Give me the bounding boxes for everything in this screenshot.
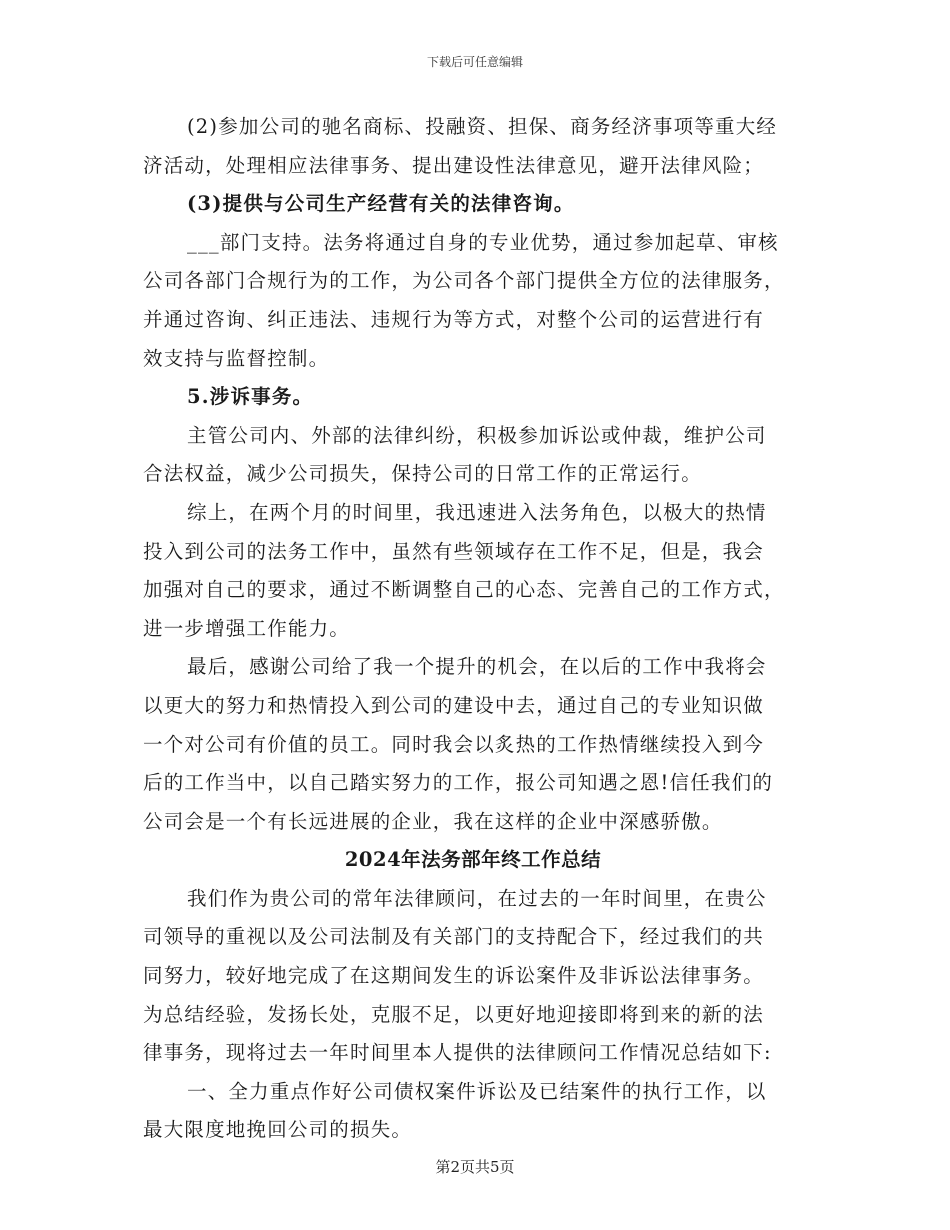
document-body — [143, 108, 803, 1150]
paragraph-line: 并通过咨询、纠正违法、违规行为等方式，对整个公司的运营进行有 — [143, 307, 765, 331]
paragraph-line: 最大限度地挽回公司的损失。 — [143, 1118, 413, 1142]
paragraph-line: 公司会是一个有长远进展的企业，我在这样的企业中深感骄傲。 — [143, 809, 723, 833]
paragraph-line: 济活动，处理相应法律事务、提出建设性法律意见，避开法律风险； — [143, 153, 765, 177]
paragraph-line: 投入到公司的法务工作中，虽然有些领域存在工作不足，但是，我会 — [143, 539, 765, 563]
paragraph-line: 律事务，现将过去一年时间里本人提供的法律顾问工作情况总结如下: — [143, 1041, 772, 1065]
page-number: 第2页共5页 — [435, 1158, 515, 1176]
paragraph-line: (2)参加公司的驰名商标、投融资、担保、商务经济事项等重大经 — [187, 115, 778, 138]
paragraph-line: 一、全力重点作好公司债权案件诉讼及已结案件的执行工作，以 — [187, 1079, 767, 1103]
paragraph-line: 主管公司内、外部的法律纠纷，积极参加诉讼或仲裁，维护公司 — [187, 423, 767, 447]
paragraph-line: 进一步增强工作能力。 — [143, 616, 351, 640]
section-heading: 5.涉诉事务。 — [187, 385, 314, 409]
paragraph-line: 一个对公司有价值的员工。同时我会以炙热的工作热情继续投入到今 — [143, 732, 765, 756]
paragraph-line: 公司各部门合规行为的工作，为公司各个部门提供全方位的法律服务， — [143, 269, 785, 293]
paragraph-line: 为总结经验，发扬长处，克服不足，以更好地迎接即将到来的新的法 — [143, 1002, 765, 1026]
paragraph-line: 司领导的重视以及公司法制及有关部门的支持配合下，经过我们的共 — [143, 925, 765, 949]
page-header-note: 下载后可任意编辑 — [426, 55, 523, 69]
paragraph-line: 后的工作当中，以自己踏实努力的工作，报公司知遇之恩!信任我们的 — [143, 771, 774, 795]
paragraph-line: 效支持与监督控制。 — [143, 346, 330, 370]
section-heading: (3)提供与公司生产经营有关的法律咨询。 — [187, 192, 575, 216]
paragraph-line: 最后，感谢公司给了我一个提升的机会，在以后的工作中我将会 — [187, 655, 767, 679]
paragraph-line: 合法权益，减少公司损失，保持公司的日常工作的正常运行。 — [143, 462, 702, 486]
paragraph-line: 以更大的努力和热情投入到公司的建设中去，通过自己的专业知识做 — [143, 693, 765, 717]
paragraph-line: ___部门支持。法务将通过自身的专业优势，通过参加起草、审核 — [187, 230, 779, 254]
paragraph-line: 我们作为贵公司的常年法律顾问，在过去的一年时间里，在贵公 — [187, 886, 767, 910]
paragraph-line: 同努力，较好地完成了在这期间发生的诉讼案件及非诉讼法律事务。 — [143, 964, 765, 988]
document-title: 2024年法务部年终工作总结 — [344, 848, 602, 872]
paragraph-line: 综上，在两个月的时间里，我迅速进入法务角色，以极大的热情 — [187, 500, 767, 524]
paragraph-line: 加强对自己的要求，通过不断调整自己的心态、完善自己的工作方式， — [143, 578, 785, 602]
